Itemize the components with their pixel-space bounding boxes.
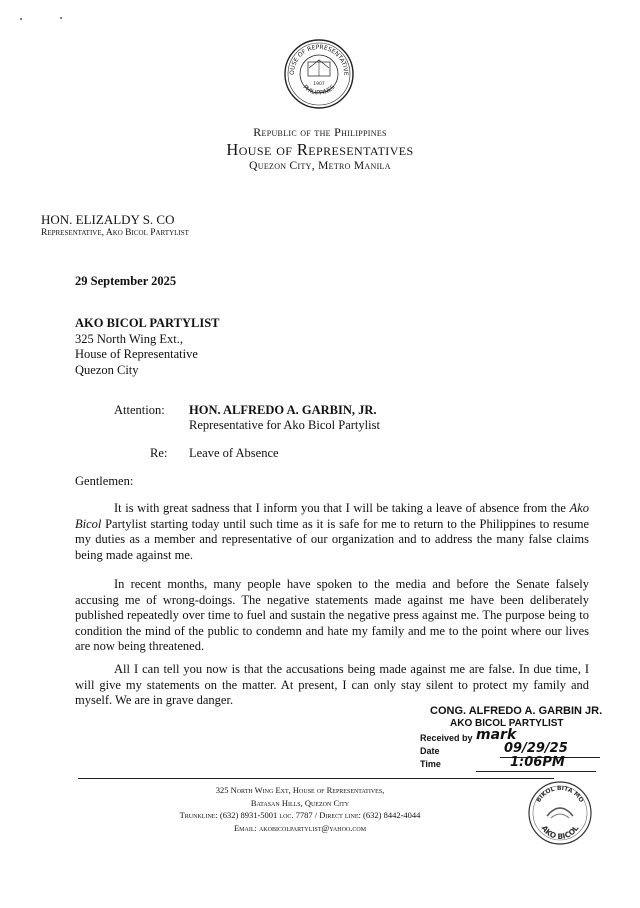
scan-speck <box>20 18 22 20</box>
p1-text-a: It is with great sadness that I inform you that I will be taking a leave of absence from the <box>114 501 570 515</box>
seal-year: 1907 <box>313 82 325 87</box>
recipient-org: AKO BICOL PARTYLIST <box>75 316 220 330</box>
attention-role: Representative for Ako Bicol Partylist <box>189 418 380 432</box>
re-label: Re: <box>150 446 168 460</box>
salutation: Gentlemen: <box>75 474 134 488</box>
p1-emphasis: Ako Bicol <box>75 501 589 531</box>
seal-text-bottom: PHILIPPINES <box>301 83 337 97</box>
footer-line3: Trunkline: (632) 8931-5001 loc. 7787 / Direct line: (632) 8442-4044 <box>179 810 421 820</box>
logo-text-top: BIKOL BITA MO <box>535 784 585 804</box>
house-seal <box>283 38 355 110</box>
sender-name: HON. ELIZALDY S. CO <box>41 212 175 227</box>
body-paragraph-3: All I can tell you now is that the accusations being made against me are false. In due time, I will give my statements on the matter. At present, I can only stay silent to protect my family and myself. We are in grave danger. <box>75 662 589 707</box>
footer-line1: 325 North Wing Ext, House of Representatives, <box>215 785 385 795</box>
received-label: Received by <box>420 733 473 743</box>
re-subject: Leave of Absence <box>189 446 279 460</box>
footer-divider <box>78 778 554 779</box>
sender-title: Representative, Ako Bicol Partylist <box>41 228 189 238</box>
date-value: 09/29/25 <box>504 741 568 756</box>
stamp-line2: AKO BICOL PARTYLIST <box>450 718 564 729</box>
ako-bicol-logo <box>527 780 593 846</box>
recipient-line2: House of Representative <box>75 347 198 361</box>
time-value: 1:06PM <box>510 755 565 770</box>
seal-text-top: OUSE OF REPRESENTATIVE <box>288 43 350 76</box>
svg-text:AKO BICOL <box>540 824 581 841</box>
body-paragraph-1 <box>75 501 589 563</box>
house-title: House of Representatives <box>226 140 414 159</box>
republic-line: Republic of the Philippines <box>253 125 387 139</box>
logo-text-bottom: AKO BICOL <box>539 823 581 842</box>
scan-speck <box>60 17 62 19</box>
time-underline <box>476 771 596 772</box>
p1-text-b: Partylist starting today until such time as it is safe for me to return to the Philippines to resume my duties as a member and representative of our organization and to address the many false claims being made against me. <box>75 516 589 562</box>
recipient-line3: Quezon City <box>75 362 139 377</box>
attention-label: Attention: <box>114 403 165 417</box>
time-label: Time <box>420 759 441 769</box>
footer-line2: Batasan Hills, Quezon City <box>250 797 350 808</box>
letter-date: 29 September 2025 <box>75 274 177 288</box>
stamp-line1: CONG. ALFREDO A. GARBIN JR. <box>430 705 603 717</box>
footer-address <box>130 784 470 834</box>
footer-line4: Email: akobicolpartylist@yahoo.com <box>233 822 367 833</box>
city-line: Quezon City, Metro Manila <box>249 160 391 172</box>
recipient-line1: 325 North Wing Ext., <box>75 331 183 346</box>
body-paragraph-2: In recent months, many people have spoken to the media and before the Senate falsely accusing me of wrong-doings. The negative statements made against me have been deliberately published repeatedly over time to fuel and sustain the negative press against me. The purpose being to condition the mind of the public to condemn and hate my family and me to the point where our lives are now being threatened. <box>75 577 589 653</box>
date-label: Date <box>420 746 440 756</box>
received-value: mark <box>476 727 517 743</box>
attention-name: HON. ALFREDO A. GARBIN, JR. <box>189 403 377 417</box>
recipient-address <box>75 316 220 378</box>
